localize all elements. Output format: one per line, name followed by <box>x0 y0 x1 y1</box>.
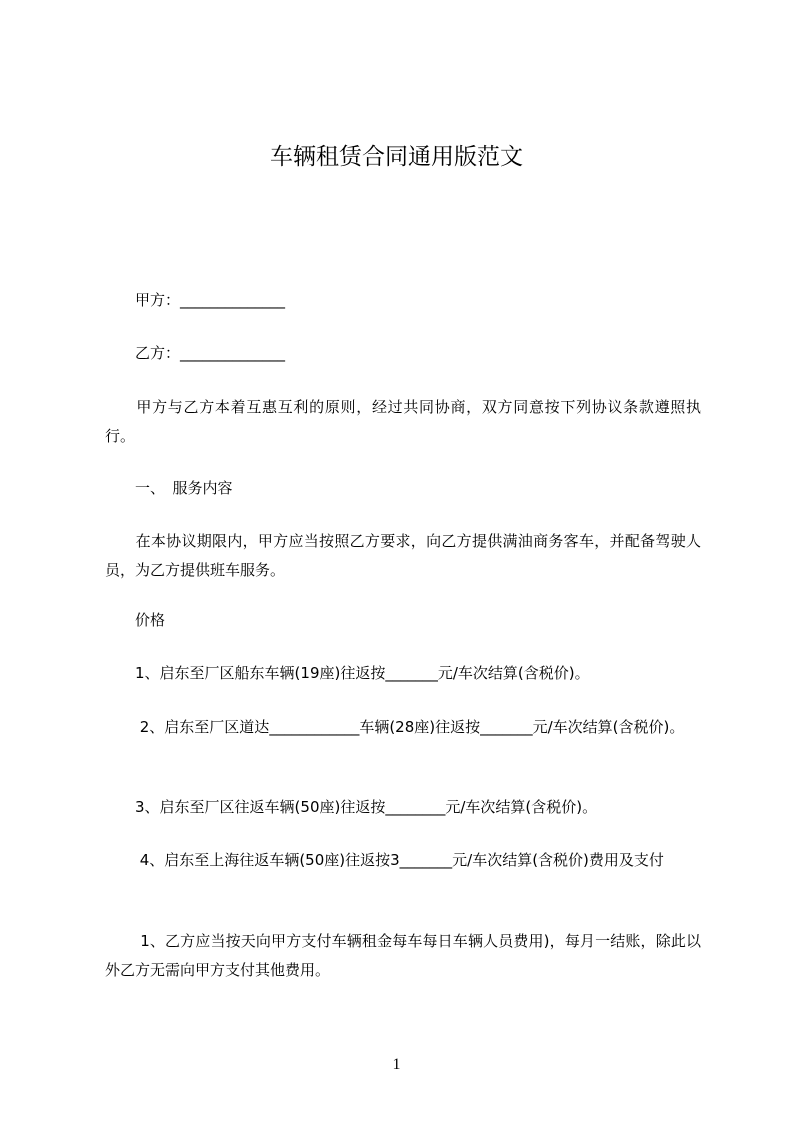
price-heading: 价格 <box>105 611 166 629</box>
party-b-line: 乙方：______________ <box>105 344 286 362</box>
intro-paragraph: 甲方与乙方本着互惠互利的原则，经过共同协商，双方同意按下列协议条款遵照执行。 <box>105 398 701 445</box>
page-number: 1 <box>392 1056 401 1073</box>
price-item: 2、启东至厂区道达____________车辆(28座)往返按_______元/车次结算(含税价)。 <box>105 718 685 736</box>
price-item: 1、启东至厂区船东车辆(19座)往返按_______元/车次结算(含税价)。 <box>105 664 590 682</box>
section-heading-service: 一、 服务内容 <box>105 479 233 497</box>
party-a-line: 甲方：______________ <box>105 291 286 309</box>
document-title: 车辆租赁合同通用版范文 <box>270 144 523 170</box>
price-item: 3、启东至厂区往返车辆(50座)往返按________元/车次结算(含税价)。 <box>105 798 598 816</box>
price-item: 4、启东至上海往返车辆(50座)往返按3_______元/车次结算(含税价)费用及支付 <box>105 851 664 869</box>
payment-paragraph: 1、乙方应当按天向甲方支付车辆租金每车每日车辆人员费用)，每月一结账，除此以外乙方无需向甲方支付其他费用。 <box>105 932 701 979</box>
service-content-paragraph: 在本协议期限内，甲方应当按照乙方要求，向乙方提供满油商务客车，并配备驾驶人员，为乙方提供班车服务。 <box>105 532 701 579</box>
